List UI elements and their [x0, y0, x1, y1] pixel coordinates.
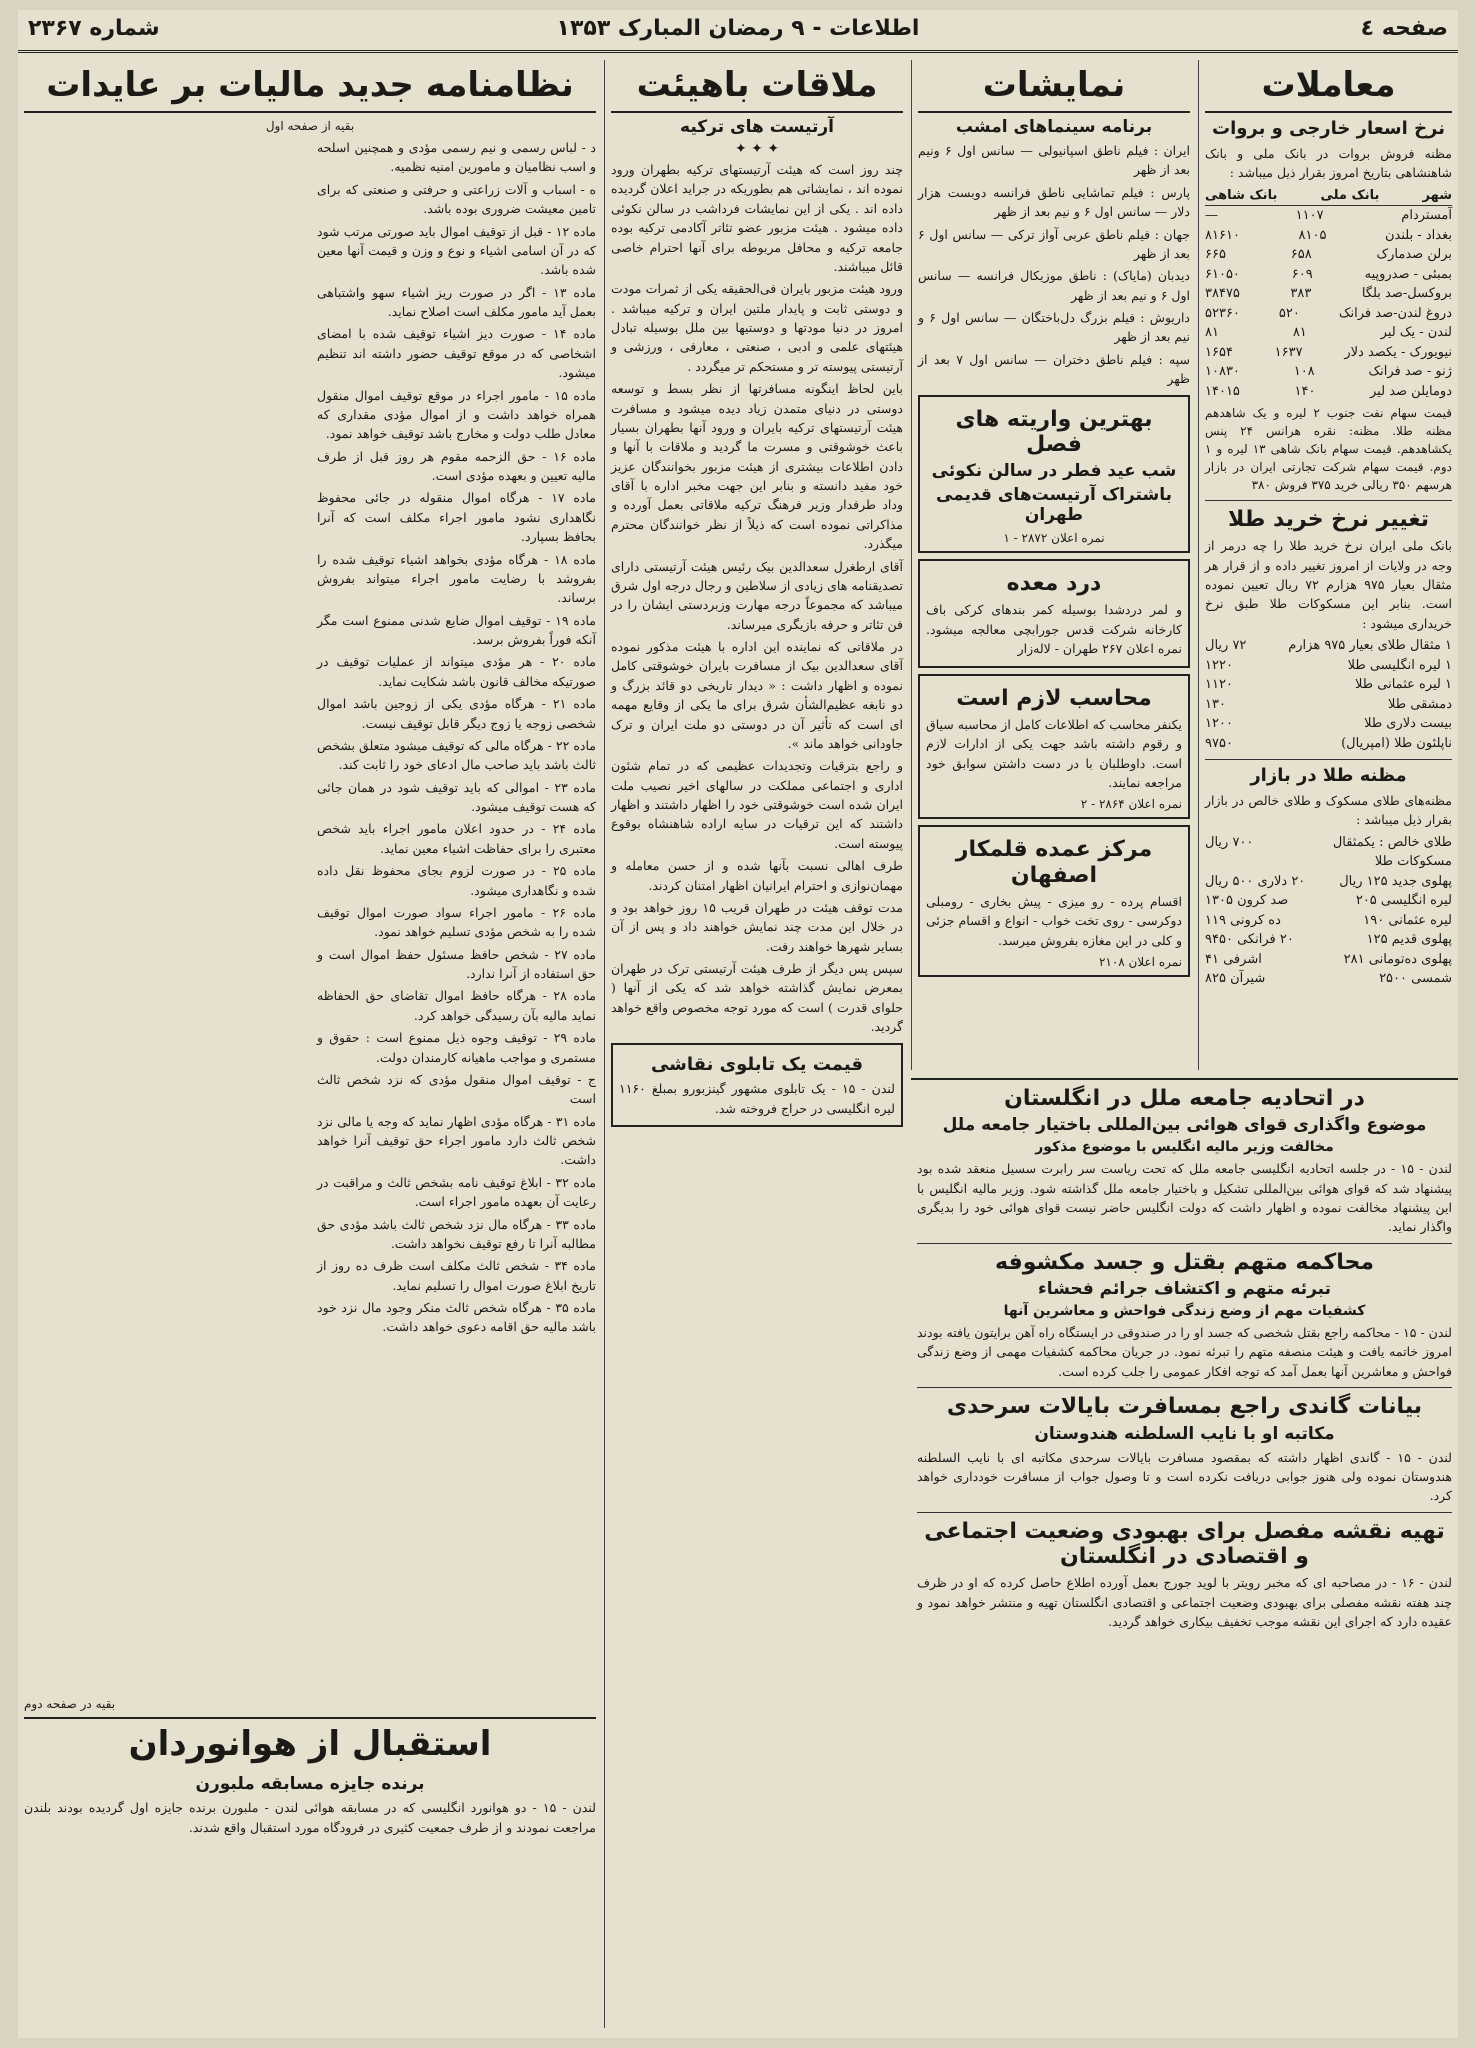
gandhi-text: لندن - ۱۵ - گاندی اظهار داشته که بمقصود مسافرت بایالات سرحدی مکاتبه ای با نایب السلطنه هندوستان نموده ولی هنوز جوابی دریافت نکرده است و تا وصول جواب از مسافرت خودداری خواهد کرد. [917, 1449, 1452, 1504]
ad-qalamkar [918, 825, 1190, 977]
market-cell: اشرفی ۴۱ [1205, 951, 1262, 967]
tax-article: ماده ۱۵ - مامور اجراء در موقع توقیف اموال منقول همراه خواهد داشت و از اموال مؤدی مقداری که معادل طلب دولت و مخارج باشد توقیف خواهد نمود. [317, 387, 597, 442]
tax-article: ماده ۳۲ - ابلاغ توقیف نامه بشخص ثالث و مراقبت در رعایت آن بعهده مامور اجراء است. [317, 1174, 596, 1210]
variety-sub: شب عید فطر در سالن نکوئی [931, 461, 1177, 482]
paper-date: اطلاعات - ۹ رمضان المبارک ۱۳۵۳ [556, 16, 920, 41]
rate-cell: ۸۱ [1205, 325, 1219, 341]
market-cell: لیره عثمانی ۱۹۰ [1363, 912, 1452, 928]
ad-accountant-text: یکنفر محاسب که اطلاعات کامل از محاسبه سیاق و رقوم داشته باشد جهت یکی از ادارات لازم است. داوطلبان با در دست داشتن سوابق خود مراجعه نمایند. [926, 716, 1182, 791]
ad-stomach-title: درد معده [1006, 571, 1102, 597]
meeting-paragraph: در ملاقاتی که نماینده این اداره با هیئت مذکور نموده آقای سعدالدین بیک از مسافرت بایران خوشوقتی کامل نموده و اظهار داشت : « دیدار تاریخی دو قائد بزرگ و دو نابغه عظیم‌الشأن شرق برای ما یکی از وقایع مهمه ای است که تأثیر آن در دوستی دو ملت ایران و ترک جاودانی خواهد ماند ». [611, 639, 903, 751]
ad-stomach-text: و لمر دردشدا بوسیله کمر بندهای کرکی باف کارخانه شرکت قدس جورابچی معالجه میشود. نمره اعلان ۲۶۷ طهران - لاله‌زار [926, 602, 1182, 657]
rates-table [1205, 206, 1452, 401]
market-list [1205, 833, 1452, 989]
cinema-item: جهان : فیلم ناطق عربی آواز ترکی — سانس اول ۶ بعد از ظهر [918, 226, 1190, 261]
rate-cell: ۶۱۰۵۰ [1205, 266, 1240, 282]
tax-cont: بقیه از صفحه اول [265, 119, 355, 134]
market-cell: شیرآن ۸۲۵ [1205, 971, 1266, 987]
rate-cell: ۵۲۰ [1278, 305, 1300, 321]
market-cell: پهلوی ده‌تومانی ۲۸۱ [1343, 951, 1452, 967]
gold-cell: ۱ لیره عثمانی طلا [1355, 677, 1452, 693]
gold-row [1205, 675, 1452, 695]
gandhi-title: بیانات گاندی راجع بمسافرت بایالات سرحدی [946, 1394, 1423, 1420]
market-cell: مسکوکات طلا [1374, 854, 1452, 870]
rate-row [1205, 245, 1452, 265]
currency-heading: نرخ اسعار خارجی و بروات [1211, 118, 1445, 140]
variety-text: باشتراک آرتیست‌های قدیمی طهران [936, 485, 1172, 526]
rate-cell: بروکسل-صد بلگا [1361, 286, 1452, 302]
market-text: مظنه‌های طلای مسکوک و طلای خالص در بازار بقرار ذیل میباشد : [1205, 792, 1452, 828]
tax-article: ماده ۱۴ - صورت دیز اشیاء توقیف شده با امضای اشخاصی که در موقع توقیف حضور داشته اند تنظیم میشود. [317, 326, 596, 381]
rate-cell: ۱۴۰ [1294, 383, 1316, 399]
tax-article: ماده ۱۳ - اگر در صورت ریز اشیاء سهو واشتباهی بعمل آید مامور مکلف است اصلاح نماید. [317, 284, 596, 320]
rate-cell: ۱۶۵۴ [1205, 344, 1233, 360]
plan-text: لندن - ۱۶ - در مصاحبه ای که مخبر رویتر با لوید جورج بعمل آورده اطلاع حاصل کرده که او در ظرف چند هفته نقشه مفصلی برای بهبودی وضعیت اجتماعی و اقتصادی انگلستان تهیه و منتشر خواهد نمود و عقیده دارد که اجرای این نقشه موجب تخفیف بیکاری خواهد گردید. [917, 1575, 1452, 1629]
gold-row [1205, 714, 1452, 734]
rate-cell: نیویورک - یکصد دلار [1344, 344, 1452, 360]
market-row [1205, 872, 1452, 892]
gold-cell: ۹۷۵۰ [1205, 735, 1233, 751]
meeting-paragraph: و راجع بترقیات وتجدیدات عظیمی که در تمام شئون اداری و اجتماعی مملکت در سالهای اخیر نصیب ملت ایران شده است خوشوقتی خود را اظهار داشتند و اظهار داشتند که این ترقیات در سایه اراده شاهنشاه بوقوع پیوسته است. [611, 758, 903, 851]
rate-cell: ۱۶۳۷ [1274, 344, 1303, 360]
tax-article: ماده ۲۷ - شخص حافظ مسئول حفظ اموال است و حق استفاده از آنرا ندارد. [317, 946, 597, 982]
market-row [1205, 950, 1452, 970]
column-meeting [604, 60, 909, 2028]
column-shows [911, 60, 1196, 1070]
rate-cell: ۱۰۸ [1293, 364, 1315, 380]
gold-row [1205, 636, 1452, 656]
rate-cell: ۸۱ [1292, 325, 1307, 341]
column-transactions [1198, 60, 1458, 1070]
cinema-item: داریوش : فیلم بزرگ دل‌باختگان — سانس اول ۶ و نیم بعد از ظهر [918, 310, 1190, 345]
meeting-body [611, 160, 903, 1037]
market-cell: ۲۰ دلاری ۵۰۰ ریال [1205, 873, 1306, 889]
market-cell: طلای خالص : یکمثقال [1332, 834, 1452, 850]
tax-article: د - لباس رسمی و نیم رسمی مؤدی و همچنین اسلحه و اسب نظامیان و مامورین امنیه نظمیه. [317, 140, 596, 175]
gold-text: بانک ملی ایران نرخ خرید طلا را چه درمر از وجه در ولایات از امروز تغییر داده و از قرار هر مثقال بعیار ۹۷۵ هزارم ۷۲ ریال تعیین نموده است. بنابر این مسکوکات طلا طبق نرخ خریداری میشود : [1205, 538, 1452, 631]
gold-list [1205, 636, 1452, 753]
masthead [18, 10, 1458, 53]
rate-cell: ژنو - صد فرانک [1368, 364, 1452, 380]
foreign-news [911, 1078, 1458, 2028]
tax-article: ماده ۲۴ - در حدود اعلان مامور اجراء باید شخص معتبری را برای حفاظت اشیاء معین نماید. [317, 821, 597, 856]
market-row [1205, 969, 1452, 989]
meeting-paragraph: چند روز است که هیئت آرتیستهای ترکیه بطهران ورود نموده اند ، نمایشاتی هم بطوریکه در جراید اعلان گردیده داده اند . یکی از این نمایشات فرداشب در سالن نکوئی داده میشود . هیئت مزبور عضو تئاتر آکادمی ترکیه بوده جامعه ترکیه و محافل مربوطه برای آنها احترام خاصی قائل میباشند. [611, 162, 903, 274]
currency-intro: مظنه فروش بروات در بانک ملی و بانک شاهنشاهی بتاریخ امروز بقرار ذیل میباشد : [1205, 145, 1452, 181]
tax-article: ماده ۳۴ - شخص ثالث مکلف است ظرف ده روز از تاریخ ابلاغ صورت اموال را تسلیم نماید. [317, 1258, 596, 1293]
rate-cell: دروغ لندن-صد فرانک [1338, 305, 1452, 321]
rate-cell: دومایلن صد لیر [1370, 383, 1452, 399]
rate-cell: ۱۰۸۳۰ [1205, 364, 1240, 380]
league-sub2: مخالفت وزیر مالیه انگلیس با موضوع مذکور [1035, 1139, 1334, 1156]
gold-cell: ۱۳۰ [1205, 696, 1226, 712]
tax-article: ماده ۳۱ - هرگاه مؤدی اظهار نماید که وجه یا مالی نزد شخص ثالث دارد مامور اجراء حق توقیف آنرا خواهد داشت. [317, 1113, 596, 1168]
cinema-list [918, 141, 1190, 389]
gold-heading: تغییر نرخ خرید طلا [1227, 507, 1430, 533]
rate-cell: بمبئی - صدروپیه [1364, 266, 1452, 282]
gold-row [1205, 734, 1452, 754]
tax-article: ماده ۲۵ - در صورت لزوم بجای محفوظ نقل داده شده و نگاهداری میشود. [317, 863, 597, 898]
rate-row [1205, 323, 1452, 343]
gold-cell: ۱۲۰۰ [1205, 716, 1233, 732]
gold-cell: بیست دلاری طلا [1364, 716, 1452, 732]
tax-article: ماده ۲۰ - هر مؤدی میتواند از عملیات توقیف در صورتیکه مخالف قانون باشد شکایت نماید. [317, 654, 596, 689]
rate-row [1205, 206, 1452, 226]
trial-text: لندن - ۱۵ - محاکمه راجع بقتل شخصی که جسد او را در صندوقی در ایستگاه راه آهن برایتون یافته بودند امروز خاتمه یافت و هیئت منصفه متهم را تبرئه نمود. در جریان محاکمه کشفیات مهمی از وضع زندگی فواحش و معاشرین آنها بعمل آمد که توجه افکار عمومی را جلب کرده است. [917, 1325, 1452, 1379]
rate-cell: ۱۱۰۷ [1295, 208, 1324, 224]
rate-row [1205, 382, 1452, 402]
tax-article: ماده ۲۱ - هرگاه مؤدی یکی از زوجین باشد اموال شخصی زوجه یا زوج دیگر قابل توقیف نیست. [317, 696, 597, 731]
airmen-story [24, 1717, 596, 1837]
rate-cell: ۶۶۵ [1205, 247, 1226, 263]
ad-qalamkar-text: اقسام پرده - رو میزی - پیش بخاری - رومبلی دوکرسی - روی تخت خواب - انواع و اقسام جزئی و کلی در این مغازه بفروش میرسد. [926, 894, 1182, 948]
variety-ad [918, 395, 1190, 554]
gold-cell: ناپلئون طلا (امپریال) [1341, 735, 1452, 751]
trial-title: محاکمه متهم بقتل و جسد مکشوفه [995, 1249, 1374, 1275]
rate-row [1205, 284, 1452, 304]
rate-cell: آمستردام [1401, 208, 1452, 224]
painting-title: قیمت یک تابلوی نقاشی [650, 1053, 864, 1075]
tax-articles [24, 135, 596, 1695]
cinema-item: سپه : فیلم ناطق دختران — سانس اول ۷ بعد از ظهر [918, 351, 1190, 387]
market-cell: ۲۰ فرانکی ۹۴۵۰ [1205, 932, 1294, 948]
variety-title: بهترین واریته های فصل [955, 406, 1153, 457]
meeting-paragraph: باین لحاظ اینگونه مسافرتها از نظر بسط و توسعه دوستی در دنیای متمدن زیاد دیده میشود و مسافرت هیئت آرتیستهای ترکیه بایران و ورود آنها بطهران بسیار باعث خوشوقتی و مسرت ما گردید و ملاقات با آنها و دادن اطلاعات بیشتری از هیئت مزبور بخوانندگان عزیز خود مفید دانسته و بنابر این جهت مخبر اداره با آقای وداد طرفدار وزیر فرهنگ ترکیه ملاقاتی بعمل آورده و مذاکراتی نموده است که ذیلاً از نظر خوانندگان محترم میگذرد. [611, 381, 903, 552]
market-row [1205, 891, 1452, 911]
rate-row [1205, 304, 1452, 324]
ad-qalamkar-ref: نمره اعلان ۲۱۰۸ [1098, 955, 1182, 970]
tax-article: ج - توقیف اموال منقول مؤدی که نزد شخص ثالث است [317, 1071, 596, 1107]
rates-notes: قیمت سهام نفت جنوب ۲ لیره و یک شاهدهم مظنه طلا. مظنه: نقره هرانس ۲۴ پنس یکشاهدهم. قیمت سهام بانک شاهی ۱۳ لیره و ۱ دوم. قیمت سهام شرکت تجارتی ایران در بازار هرسهم ۳۵۰ ریالی خرید ۳۷۵ فروش ۳۸۰ [1205, 406, 1452, 493]
rate-row [1205, 343, 1452, 363]
rate-row [1205, 226, 1452, 246]
gold-cell: ۷۲ ریال [1205, 638, 1247, 654]
shows-sub: برنامه سینماهای امشب [955, 117, 1153, 138]
tax-article: ماده ۱۷ - هرگاه اموال منقوله در جائی محفوظ نگاهداری نشود مامور اجراء مکلف است که آنرا بحافظ بسپارد. [317, 490, 597, 545]
market-row [1205, 930, 1452, 950]
gandhi-sub: مکاتبه او با نایب السلطنه هندوستان [1034, 1423, 1335, 1444]
ad-accountant-title: محاسب لازم است [956, 685, 1152, 711]
meeting-paragraph: ورود هیئت مزبور بایران فی‌الحقیقه یکی از ثمرات مودت و دوستی ثابت و پایدار ملتین ایران و ترکیه میباشد . امروز در دنیا مودتها و دوستیها بین ملل بوسیله تبادل هیئتهای علمی و ادبی ، صنعتی ، معارفی ، ورزشی و آرتیستی پیوسته تر و مستحکم تر میگردد . [611, 281, 903, 374]
rate-cell: ۶۵۸ [1290, 247, 1312, 263]
market-cell: صد کرون ۱۳۰۵ [1205, 893, 1289, 909]
cinema-item: دیدبان (مایاک) : ناطق موزیکال فرانسه — سانس اول ۶ و نیم بعد از ظهر [918, 268, 1190, 303]
tax-article: ماده ۲۳ - اموالی که باید توقیف شود در همان جائی که هست توقیف میشود. [317, 779, 596, 815]
league-sub: موضوع واگذاری قوای هوائی بین‌المللی باختیار جامعه ملل [942, 1115, 1427, 1136]
rate-cell: ۳۸۴۷۵ [1205, 286, 1240, 302]
rate-cell: ۶۰۹ [1291, 266, 1313, 282]
ad-accountant-ref: نمره اعلان ۲۸۶۴ - ۲ [1080, 797, 1182, 812]
gold-cell: ۱۲۲۰ [1205, 657, 1233, 673]
gold-row [1205, 695, 1452, 715]
league-text: لندن - ۱۵ - در جلسه اتحادیه انگلیسی جامعه ملل که تحت ریاست سر رابرت سسیل منعقد شده بود پیشنهاد شد که قوای هوائی بین‌المللی تشکیل و باختیار جامعه ملل گذاشته شود. وزیر مالیه انگلیس با این پیشنهاد مخالفت نموده و اظهار داشت که دولت انگلیس حاضر نیست قوای هوائی خود را بدیگری واگذار نماید. [917, 1161, 1452, 1235]
market-cell: لیره انگلیسی ۲۰۵ [1355, 893, 1452, 909]
tax-article: ماده ۲۹ - توقیف وجوه ذیل ممنوع است : حقوق و مستمری و مواجب ماهیانه کارمندان دولت. [317, 1030, 596, 1065]
tax-article: ماده ۲۲ - هرگاه مالی که توقیف میشود متعلق بشخص ثالث باشد باید صاحب مال ادعای خود را ثابت کند. [317, 737, 596, 773]
cinema-item: ایران : فیلم ناطق اسپانیولی — سانس اول ۶ ونیم بعد از ظهر [918, 143, 1190, 178]
rate-cell: ۳۸۳ [1290, 286, 1312, 302]
plan-title: تهیه نقشه مفصل برای بهبودی وضعیت اجتماعی و اقتصادی در انگلستان [924, 1518, 1445, 1569]
rate-cell: بغداد - بلندن [1385, 227, 1452, 243]
rate-cell: — [1205, 208, 1218, 224]
painting-box [611, 1043, 903, 1127]
page-number: صفحه ٤ [1360, 16, 1448, 41]
airmen-text: لندن - ۱۵ - دو هوانورد انگلیسی که در مسابقه هوائی لندن - ملبورن برنده جایزه اول گردیده بودند بلندن مراجعت نمودند و از طرف جمعیت کثیری در فرودگاه مورد استقبال واقع شدند. [24, 1800, 596, 1835]
ad-accountant [918, 674, 1190, 820]
tax-more: بقیه در صفحه دوم [24, 1697, 116, 1712]
tax-article: ماده ۳۳ - هرگاه مال نزد شخص ثالث باشد مؤدی حق مطالبه آنرا تا رفع توقیف نخواهد داشت. [317, 1216, 597, 1251]
tax-article: ماده ۲۸ - هرگاه حافظ اموال تقاضای حق الحفاظه نماید مالیه بآن رسیدگی خواهد کرد. [317, 988, 596, 1023]
issue-number: شماره ۲۳۶۷ [28, 16, 160, 41]
rate-cell: لندن - یک لیر [1380, 325, 1452, 341]
tax-article: ماده ۱۸ - هرگاه مؤدی بخواهد اشیاء توقیف شده را بفروشد با رضایت مامور اجراء میتواند بفروش برساند. [317, 551, 596, 606]
market-cell: پهلوی جدید ۱۲۵ ریال [1339, 873, 1452, 889]
trial-sub: تبرئه متهم و اکتشاف جرائم فحشاء [1038, 1279, 1331, 1300]
market-row [1205, 852, 1452, 872]
market-cell: پهلوی قدیم ۱۲۵ [1366, 932, 1452, 948]
gold-cell: ۱ مثقال طلای بعیار ۹۷۵ هزارم [1288, 638, 1452, 654]
painting-text: لندن - ۱۵ - یک تابلوی مشهور گینزبورو بمبلغ ۱۱۶۰ لیره انگلیسی در حراج فروخته شد. [619, 1081, 895, 1116]
meeting-paragraph: آقای ارطغرل سعدالدین بیک رئیس هیئت آرتیستی دارای تصدیقنامه های زیادی از سلاطین و رجال درجه اول شرق میباشد که مجموعاً درجه مهارت وزبردستی ایشان را در فن تئاتر و حرفه بازیگری میرساند. [611, 558, 903, 632]
tax-article: ماده ۱۹ - توقیف اموال ضایع شدنی ممنوع است مگر آنکه فوراً بفروش برسد. [317, 612, 597, 648]
rate-cell: ۵۲۳۶۰ [1205, 305, 1240, 321]
rate-cell: ۸۱۶۱۰ [1205, 227, 1240, 243]
gold-cell: دمشقی طلا [1388, 696, 1452, 712]
transactions-title: معاملات [1205, 66, 1452, 113]
rate-row [1205, 362, 1452, 382]
ad-stomach [918, 559, 1190, 667]
cinema-item: پارس : فیلم تماشایی ناطق فرانسه دو‌بست هزار دلار — سانس اول ۶ و نیم بعد از ظهر [918, 184, 1190, 220]
tax-article: ماده ۱۶ - حق الزحمه مقوم هر روز قبل از طرف مالیه تعیین و بعهده مؤدی است. [317, 448, 596, 484]
market-cell: ده کرونی ۱۱۹ [1205, 912, 1281, 928]
rates-header: شهر بانک ملی بانک شاهی [1205, 186, 1452, 207]
league-title: در اتحادیه جامعه ملل در انگلستان [1004, 1086, 1365, 1111]
market-heading: مظنه طلا در بازار [1250, 765, 1407, 787]
rate-cell: برلن صدمارک [1376, 247, 1452, 263]
shows-title: نمایشات [918, 66, 1190, 113]
meeting-paragraph: مدت توقف هیئت در طهران قریب ۱۵ روز خواهد بود و در خلال این مدت چند نمایش خواهند داد و پس از آن بسایر شهرها خواهند رفت. [611, 899, 903, 954]
rate-cell: ۱۴۰۱۵ [1205, 383, 1240, 399]
meeting-title: ملاقات باهیئت [611, 66, 903, 113]
tax-title: نظامنامه جدید مالیات بر عایدات [24, 66, 596, 113]
tax-article: ماده ۱۲ - قبل از توقیف اموال باید صورتی مرتب شود که در آن اسامی اشیاء و نوع و وزن و قیمت آنها معین شده باشد. [317, 223, 596, 278]
variety-ref: نمره اعلان ۲۸۷۲ - ۱ [1003, 531, 1105, 546]
ad-qalamkar-title: مرکز عمده قلمکار اصفهان [955, 837, 1153, 888]
market-cell: شمسی ۲۵۰۰ [1379, 971, 1452, 987]
trial-sub2: کشفیات مهم از وضع زندگی فواحش و معاشرین آنها [1003, 1303, 1366, 1320]
market-row [1205, 833, 1452, 853]
newspaper-page [18, 10, 1458, 2038]
gold-cell: ۱ لیره انگلیسی طلا [1347, 657, 1452, 673]
airmen-title: استقبال از هوانوردان [128, 1724, 492, 1765]
ornament: ✦ ✦ ✦ [734, 141, 780, 158]
gold-row [1205, 656, 1452, 676]
rate-row [1205, 265, 1452, 285]
gold-cell: ۱۱۲۰ [1205, 677, 1233, 693]
meeting-paragraph: سپس پس دیگر از طرف هیئت آرتیستی ترک در طهران بمعرض نمایش گذاشته خواهد شد که یکی از آنها ( حلوای قدرت ) است که مورد توجه مخصوص واقع خواهد گردید. [611, 961, 903, 1035]
airmen-sub: برنده جایزه مسابقه ملبورن [195, 1774, 425, 1795]
market-cell: ۷۰۰ ریال [1205, 834, 1254, 850]
tax-article: ماده ۳۵ - هرگاه شخص ثالث منکر وجود مال نزد خود باشد مالیه حق اقامه دعوی خواهد داشت. [317, 1300, 597, 1335]
meeting-sub: آرتیست های ترکیه [680, 117, 834, 138]
market-row [1205, 911, 1452, 931]
tax-article: ماده ۲۶ - مامور اجراء سواد صورت اموال توقیف شده را به شخص مؤدی تسلیم خواهد نمود. [317, 904, 596, 940]
column-tax-law [18, 60, 602, 2028]
meeting-paragraph: طرف اهالی نسبت بآنها شده و از حسن معامله و مهمان‌نوازی و احترام ایرانیان اظهار امتنان کردند. [611, 858, 903, 893]
tax-article: ه - اسباب و آلات زراعتی و حرفتی و صنعتی که برای تامین معیشت ضروری بوده باشد. [317, 181, 596, 217]
rate-cell: ۸۱۰۵ [1298, 227, 1327, 243]
